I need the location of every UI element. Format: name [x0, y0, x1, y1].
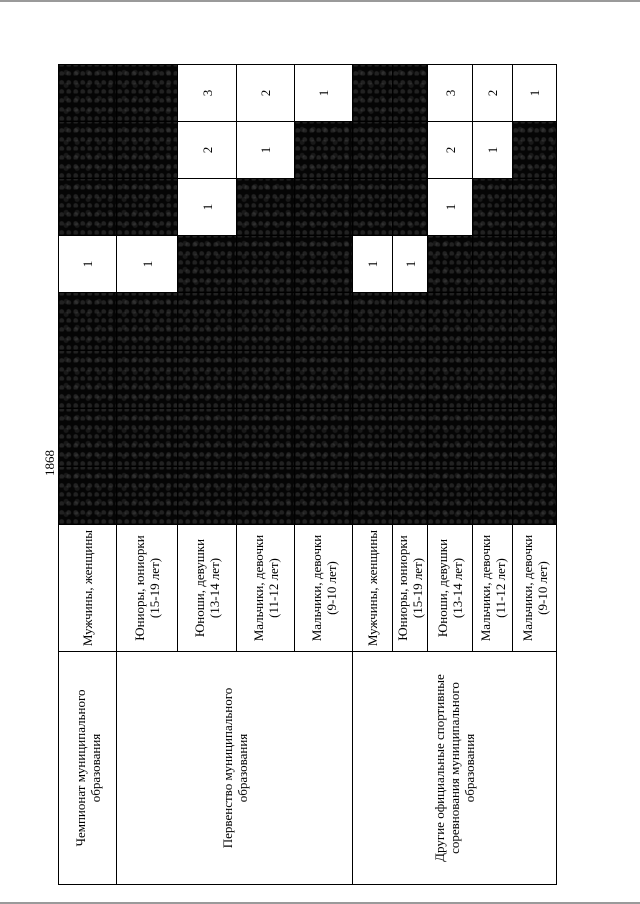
shaded-cell: [393, 351, 428, 409]
shaded-cell: [295, 236, 353, 293]
table-row: [117, 65, 178, 885]
shaded-cell: [237, 351, 295, 409]
shaded-cell: [393, 122, 428, 179]
shaded-cell: [473, 179, 513, 236]
shaded-cell: [428, 409, 473, 467]
rank-cell: 1: [117, 236, 178, 293]
shaded-cell: [59, 179, 117, 236]
shaded-cell: [393, 65, 428, 122]
shaded-cell: [117, 293, 178, 351]
shaded-cell: [513, 179, 557, 236]
shaded-cell: [178, 293, 237, 351]
shaded-cell: [237, 179, 295, 236]
age-category: Мужчины, женщины: [353, 525, 393, 652]
rank-cell: 1: [473, 122, 513, 179]
rank-cell: 1: [428, 179, 473, 236]
competition-label: Чемпионат муниципального образования: [59, 652, 117, 885]
age-category: Юниоры, юниорки (15-19 лет): [393, 525, 428, 652]
shaded-cell: [59, 293, 117, 351]
shaded-cell: [117, 467, 178, 525]
rank-cell: 1: [393, 236, 428, 293]
rank-cell: 1: [513, 65, 557, 122]
shaded-cell: [59, 409, 117, 467]
shaded-cell: [59, 122, 117, 179]
shaded-cell: [295, 351, 353, 409]
page-number: 1868: [42, 450, 57, 476]
shaded-cell: [295, 467, 353, 525]
shaded-cell: [59, 65, 117, 122]
rank-cell: 1: [295, 65, 353, 122]
shaded-cell: [473, 409, 513, 467]
rank-cell: 3: [428, 65, 473, 122]
shaded-cell: [178, 351, 237, 409]
age-category: Юниоры, юниорки (15-19 лет): [117, 525, 178, 652]
shaded-cell: [178, 409, 237, 467]
shaded-cell: [513, 236, 557, 293]
age-category: Юноши, девушки (13-14 лет): [428, 525, 473, 652]
shaded-cell: [393, 179, 428, 236]
shaded-cell: [353, 65, 393, 122]
sports-categories-table: [58, 64, 557, 885]
shaded-cell: [353, 467, 393, 525]
shaded-cell: [237, 467, 295, 525]
age-category: Мужчины, женщины: [59, 525, 117, 652]
rank-cell: 1: [353, 236, 393, 293]
rotated-table-wrapper: [58, 65, 550, 885]
shaded-cell: [393, 293, 428, 351]
shaded-cell: [353, 409, 393, 467]
shaded-cell: [513, 409, 557, 467]
shaded-cell: [353, 293, 393, 351]
rank-cell: 2: [473, 65, 513, 122]
age-category: Мальчики, девочки (11-12 лет): [473, 525, 513, 652]
shaded-cell: [513, 122, 557, 179]
age-category: Мальчики, девочки (9-10 лет): [295, 525, 353, 652]
shaded-cell: [473, 293, 513, 351]
shaded-cell: [428, 293, 473, 351]
shaded-cell: [473, 467, 513, 525]
shaded-cell: [59, 467, 117, 525]
shaded-cell: [295, 122, 353, 179]
shaded-cell: [513, 351, 557, 409]
shaded-cell: [428, 236, 473, 293]
shaded-cell: [393, 409, 428, 467]
scan-top-edge: [0, 0, 640, 2]
age-category: Мальчики, девочки (11-12 лет): [237, 525, 295, 652]
rank-cell: 1: [237, 122, 295, 179]
shaded-cell: [428, 467, 473, 525]
table-row: [353, 65, 393, 885]
shaded-cell: [178, 467, 237, 525]
shaded-cell: [117, 351, 178, 409]
shaded-cell: [178, 236, 237, 293]
shaded-cell: [59, 351, 117, 409]
shaded-cell: [117, 65, 178, 122]
shaded-cell: [295, 409, 353, 467]
rank-cell: 3: [178, 65, 237, 122]
competition-label: Другие официальные спортивные соревнования муниципального образования: [353, 652, 557, 885]
shaded-cell: [473, 236, 513, 293]
rank-cell: 1: [59, 236, 117, 293]
age-category: Юноши, девушки (13-14 лет): [178, 525, 237, 652]
shaded-cell: [295, 179, 353, 236]
rank-cell: 2: [428, 122, 473, 179]
rank-cell: 2: [178, 122, 237, 179]
shaded-cell: [393, 467, 428, 525]
shaded-cell: [353, 179, 393, 236]
shaded-cell: [353, 122, 393, 179]
shaded-cell: [428, 351, 473, 409]
shaded-cell: [117, 179, 178, 236]
shaded-cell: [513, 293, 557, 351]
shaded-cell: [295, 293, 353, 351]
rank-cell: 1: [178, 179, 237, 236]
table-body: [59, 65, 557, 885]
table-row: [59, 65, 117, 885]
shaded-cell: [117, 122, 178, 179]
competition-label: Первенство муниципального образования: [117, 652, 353, 885]
shaded-cell: [353, 351, 393, 409]
shaded-cell: [237, 409, 295, 467]
shaded-cell: [513, 467, 557, 525]
shaded-cell: [473, 351, 513, 409]
shaded-cell: [237, 236, 295, 293]
rank-cell: 2: [237, 65, 295, 122]
shaded-cell: [237, 293, 295, 351]
age-category: Мальчики, девочки (9-10 лет): [513, 525, 557, 652]
shaded-cell: [117, 409, 178, 467]
